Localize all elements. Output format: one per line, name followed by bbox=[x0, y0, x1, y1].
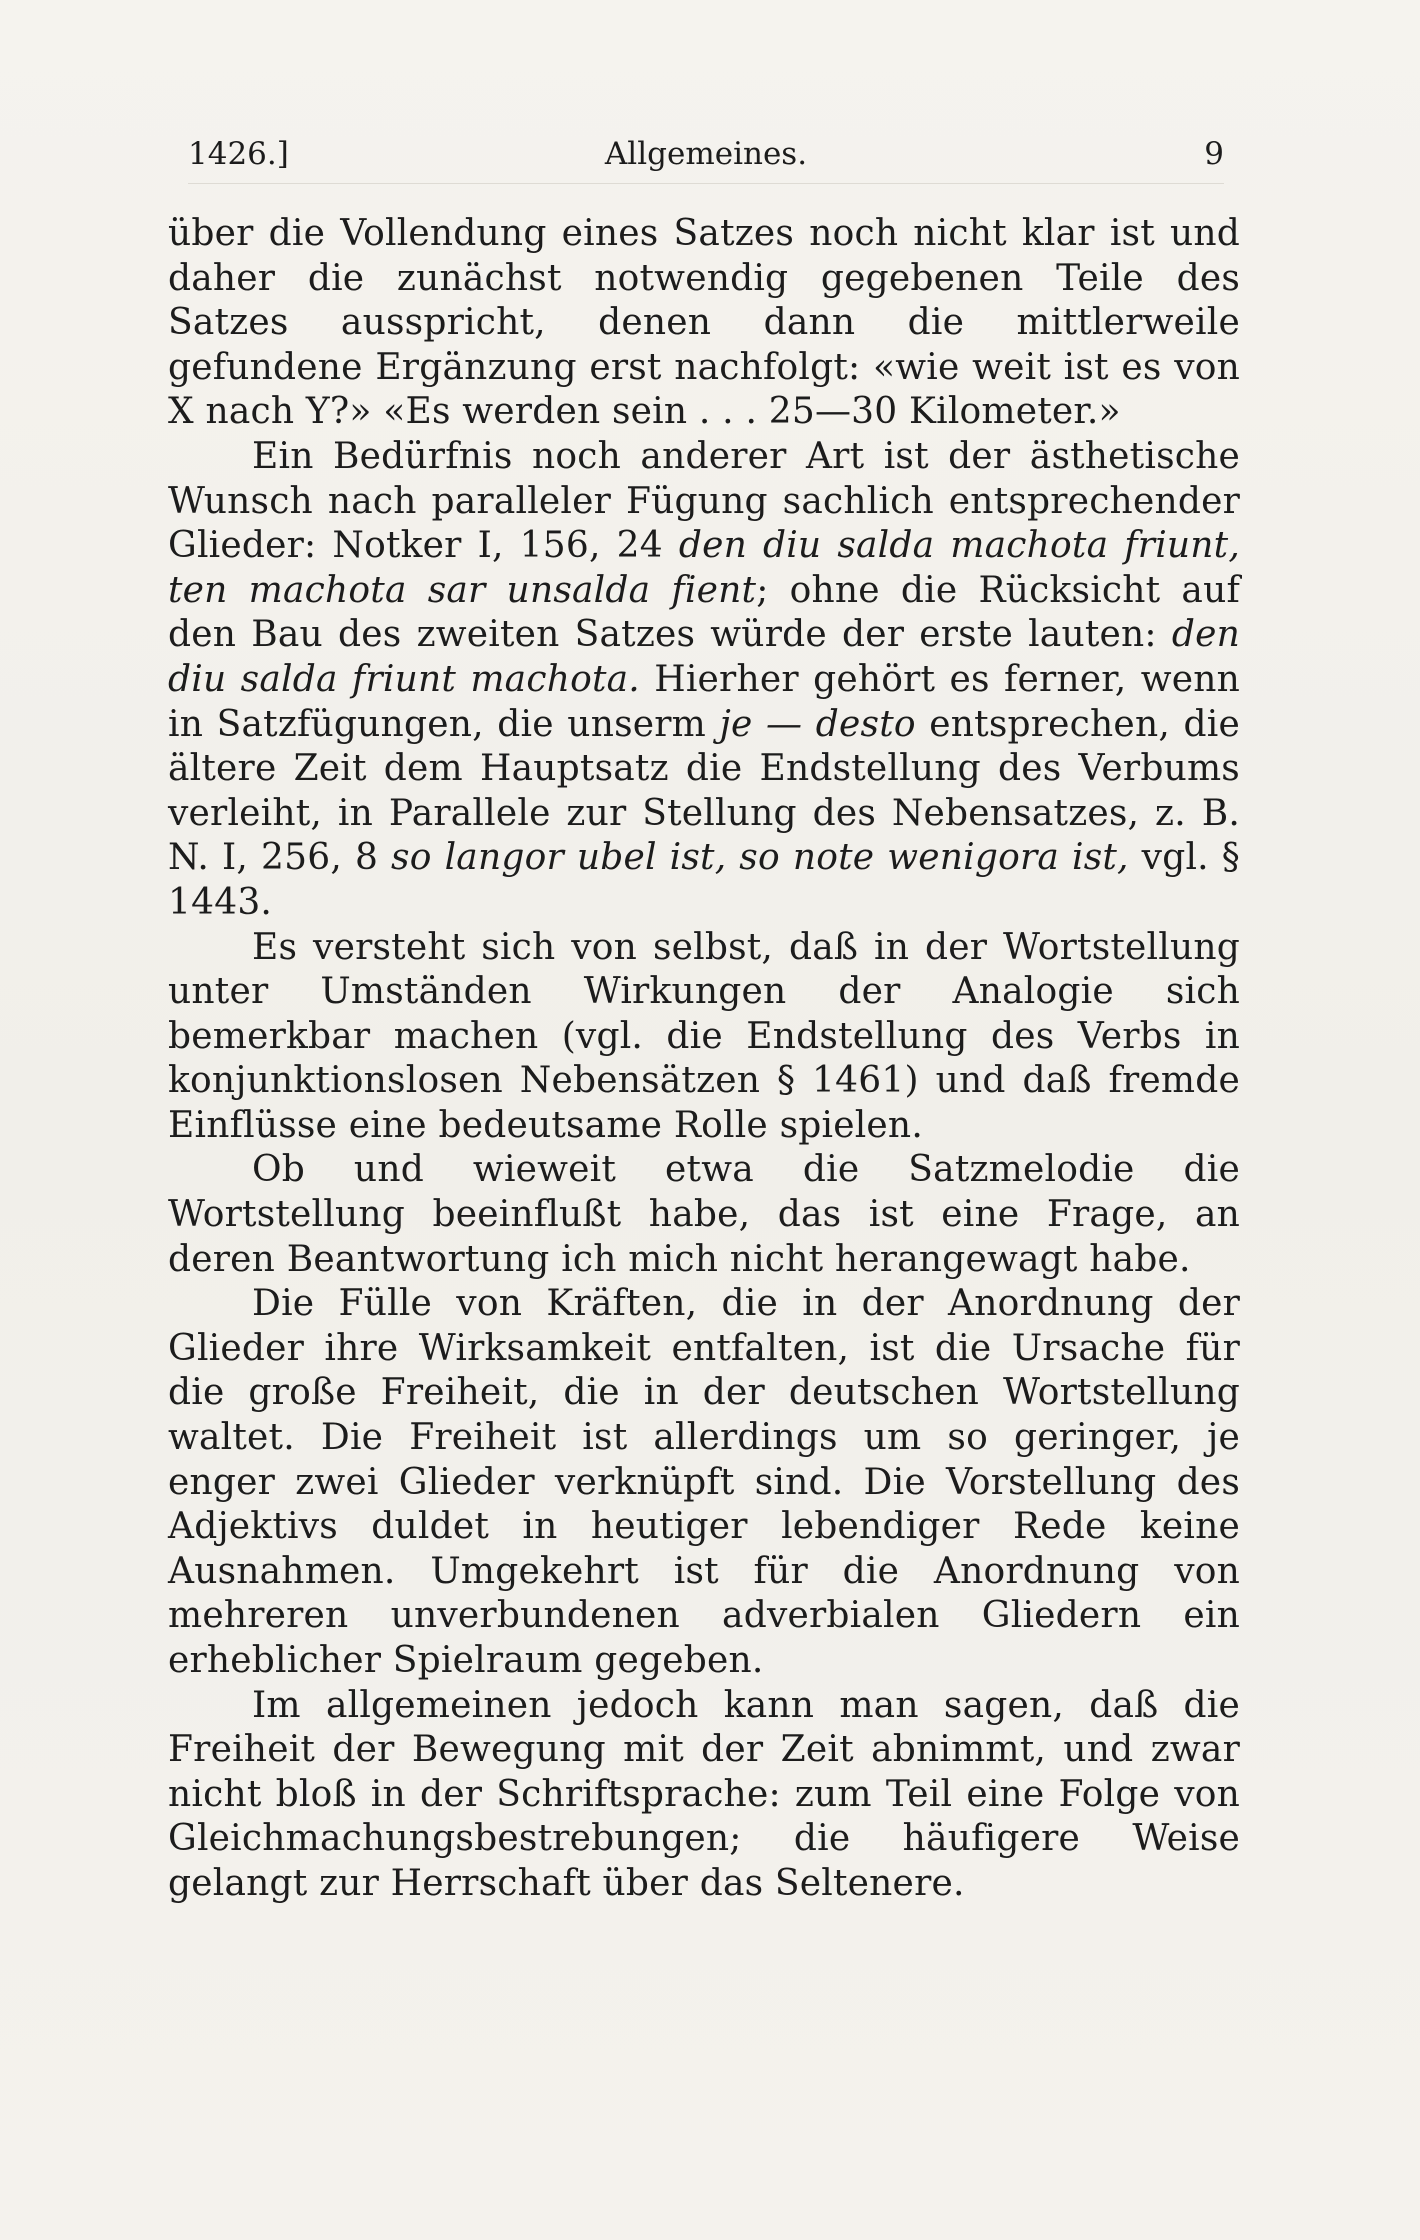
paragraph bbox=[168, 212, 1240, 435]
text-run: vgl. § 1443. bbox=[168, 837, 1240, 923]
paragraph bbox=[168, 1148, 1240, 1282]
paragraph bbox=[168, 926, 1240, 1149]
running-title: Allgemeines. bbox=[604, 136, 808, 172]
running-header bbox=[188, 132, 1224, 176]
paragraph bbox=[168, 1282, 1240, 1683]
text-run: ; ohne die Rücksicht auf den Bau des zweiten Satzes würde der erste lauten: bbox=[168, 569, 1240, 656]
italic-quotation: je — desto bbox=[719, 703, 916, 745]
body-text bbox=[168, 212, 1240, 1907]
text-run: Im allgemeinen jedoch kann man sagen, daß die Freiheit der Bewegung mit der Zeit abnimmt, und zwar nicht bloß in der Schriftsprache: zum Teil eine Folge von Gleichmachungsbestrebungen; die häufigere Weise gelangt zur Herrschaft über das Seltenere. bbox=[168, 1684, 1240, 1904]
italic-quotation: den diu salda friunt machota. bbox=[168, 614, 1240, 700]
text-run: Hierher gehört es ferner, wenn in Satzfügungen, die unserm bbox=[168, 658, 1240, 745]
paragraph bbox=[168, 1684, 1240, 1907]
text-run: Es versteht sich von selbst, daß in der Wortstellung unter Umständen Wirkungen der Analogie sich bemerkbar machen (vgl. die Endstellung des Verbs in konjunktionslosen Nebensätzen § 1461) und daß fremde Einflüsse eine bedeutsame Rolle spielen. bbox=[168, 926, 1240, 1146]
header-divider bbox=[188, 183, 1224, 184]
paragraph bbox=[168, 435, 1240, 926]
text-run: Ein Bedürfnis noch anderer Art ist der ästhetische Wunsch nach paralleler Fügung sachlich entsprechender Glieder: Notker I, 156, 24 bbox=[168, 435, 1240, 567]
text-run: Die Fülle von Kräften, die in der Anordnung der Glieder ihre Wirksamkeit entfalten, ist die Ursache für die große Freiheit, die in der deutschen Wortstellung waltet. Die Freiheit ist allerdings um so geringer, je enger zwei Glieder verknüpft sind. Die Vorstellung des Adjektivs duldet in heutiger lebendiger Rede keine Ausnahmen. Umgekehrt ist für die Anordnung von mehreren unverbundenen adverbialen Gliedern ein erheblicher Spielraum gegeben. bbox=[168, 1283, 1240, 1681]
page-number: 9 bbox=[1204, 136, 1224, 172]
italic-quotation: so langor ubel ist, so note wenigora ist, bbox=[391, 837, 1129, 879]
text-run: über die Vollendung eines Satzes noch nicht klar ist und daher die zunächst notwendig gegebenen Teile des Satzes ausspricht, denen dann die mittlerweile gefundene Ergänzung erst nachfolgt: «wie weit ist es von X nach Y?» «Es werden sein . . . 25—30 Kilometer.» bbox=[168, 213, 1240, 433]
section-number: 1426.] bbox=[188, 136, 289, 172]
text-run: entsprechen, die ältere Zeit dem Hauptsatz die Endstellung des Verbums verleiht, in Parallele zur Stellung des Nebensatzes, z. B. N. I, 256, 8 bbox=[168, 703, 1240, 879]
text-run: Ob und wieweit etwa die Satzmelodie die Wortstellung beeinflußt habe, das ist eine Frage, an deren Beantwortung ich mich nicht herangewagt habe. bbox=[168, 1149, 1240, 1280]
italic-quotation: den diu salda machota friunt, ten machota sar unsalda fient bbox=[168, 525, 1240, 611]
